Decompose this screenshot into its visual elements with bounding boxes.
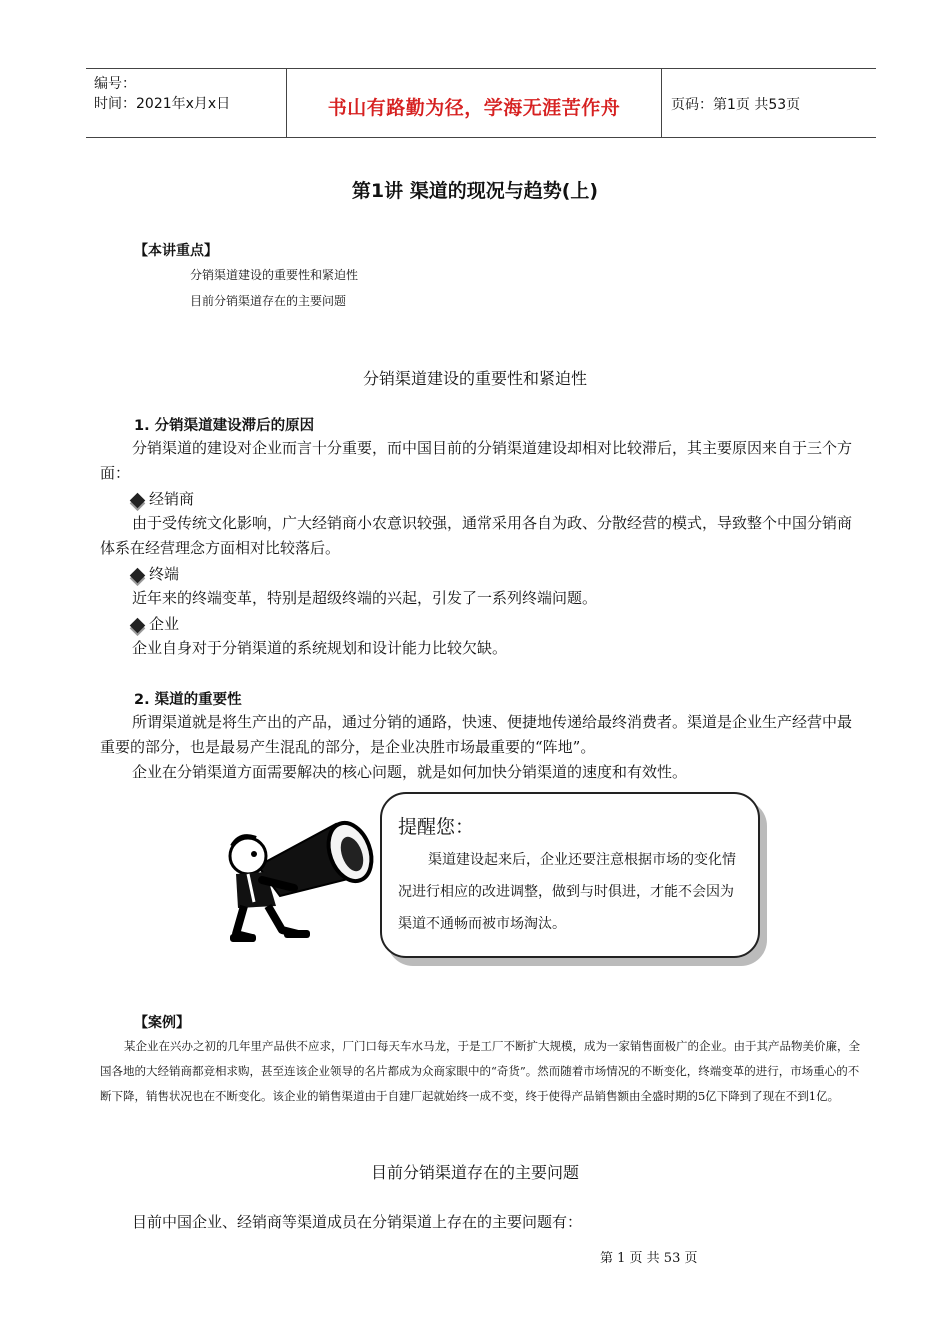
paragraph: 企业自身对于分销渠道的系统规划和设计能力比较欠缺。 [132, 639, 508, 657]
header-page-cell [661, 69, 876, 137]
reminder-box [380, 792, 760, 958]
paragraph: 所谓渠道就是将生产出的产品，通过分销的通路，快速、便捷地传递给最终消费者。渠道是企业生产经营中最重要的部分，也是最易产生混乱的部分，是企业决胜市场最重要的“阵地”。 [100, 713, 853, 756]
section-heading: 分销渠道建设的重要性和紧迫性 [362, 369, 587, 388]
lecture-title: 第1讲 渠道的现况与趋势(上) [351, 180, 599, 202]
reminder-text: 渠道建设起来后，企业还要注意根据市场的变化情况进行相应的改进调整，做到与时俱进，才能不会因为渠道不通畅而被市场淘汰。 [398, 852, 736, 932]
paragraph: 由于受传统文化影响，广大经销商小农意识较强，通常采用各自为政、分散经营的模式，导致整个中国分销商体系在经营理念方面相对比较落后。 [100, 514, 853, 557]
key-point-item: 分销渠道建设的重要性和紧迫性 [190, 268, 359, 282]
header-motto-cell [286, 69, 662, 137]
case-label: 【案例】 [134, 1015, 190, 1031]
subsection-heading: 2. 渠道的重要性 [134, 692, 242, 708]
paragraph: 近年来的终端变革，特别是超级终端的兴起，引发了一系列终端问题。 [132, 589, 598, 607]
header-meta [86, 69, 286, 137]
motto: 书山有路勤为径，学海无涯苦作舟 [327, 97, 621, 119]
diamond-bullet-icon [130, 617, 146, 633]
case-text: 某企业在兴办之初的几年里产品供不应求，厂门口每天车水马龙，于是工厂不断扩大规模，成为一家销售面极广的企业。由于其产品物美价廉，全国各地的大经销商都竞相求购，甚至连该企业领导的名片都成为众商家眼中的“奇货”。然而随着市场情况的不断变化，终端变革的进行，市场重心的不断下降，销售状况也在不断变化。该企业的销售渠道由于自建厂起就始终一成不变，终于使得产品销售额由全盛时期的5亿下降到了现在不到1亿。 [100, 1039, 860, 1103]
reminder-heading: 提醒您： [398, 816, 475, 838]
paragraph: 企业在分销渠道方面需要解决的核心问题，就是如何加快分销渠道的速度和有效性。 [132, 763, 688, 781]
key-point-item: 目前分销渠道存在的主要问题 [190, 294, 347, 308]
section-heading: 目前分销渠道存在的主要问题 [370, 1163, 579, 1182]
page-label: 页码：第1页 共53页 [671, 97, 801, 113]
key-points-label: 【本讲重点】 [134, 243, 218, 259]
diamond-bullet-icon [130, 567, 146, 583]
megaphone-man-illustration [218, 806, 378, 946]
document-header [86, 68, 876, 138]
subsection-heading: 1. 分销渠道建设滞后的原因 [134, 418, 315, 434]
time-label: 时间：2021年x月x日 [94, 96, 231, 112]
page-footer: 第 1 页 共 53 页 [600, 1251, 698, 1266]
number-label: 编号： [94, 76, 136, 92]
bullet-item: 终端 [132, 563, 179, 584]
bullet-item: 经销商 [132, 488, 194, 509]
paragraph: 分销渠道的建设对企业而言十分重要，而中国目前的分销渠道建设却相对比较滞后，其主要原因来自于三个方面： [100, 439, 853, 482]
diamond-bullet-icon [130, 492, 146, 508]
bullet-item: 企业 [132, 613, 179, 634]
paragraph: 目前中国企业、经销商等渠道成员在分销渠道上存在的主要问题有： [132, 1213, 583, 1231]
